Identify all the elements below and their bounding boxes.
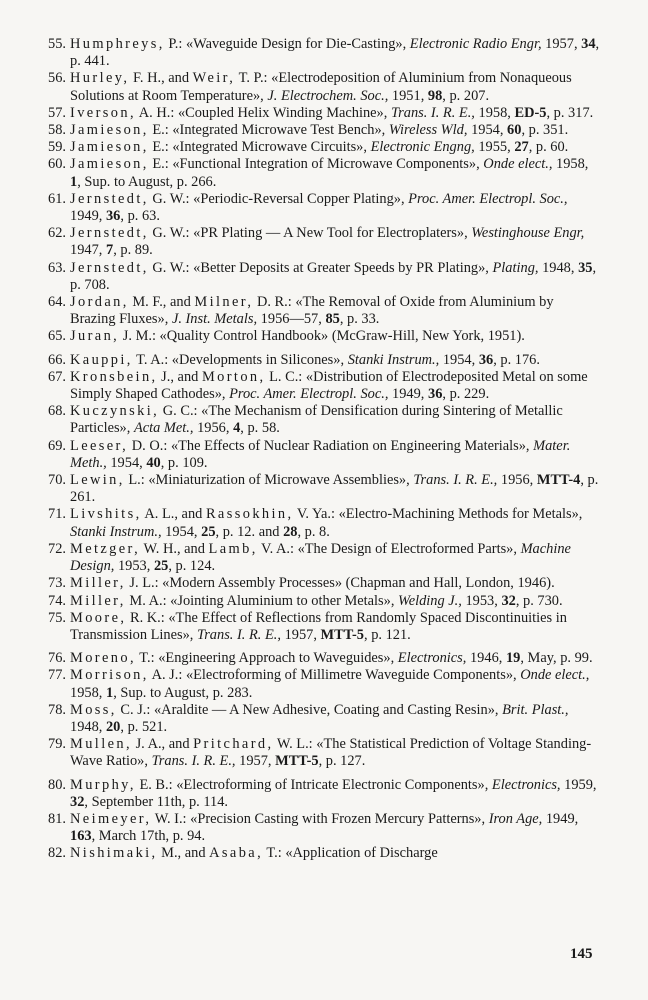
reference-entry [30, 506, 600, 540]
reference-text: W. L.: «The Statistical Prediction of Voltage Standing-Wave Ratio», [70, 736, 592, 770]
reference-text: 1958, [70, 684, 106, 701]
reference-text: G. W.: «Periodic-Reversal Copper Plating», [148, 190, 409, 207]
reference-text: , p. 8. [297, 523, 330, 540]
author-name: Jordan, [70, 294, 129, 311]
reference-text: 1959, [560, 776, 597, 793]
reference-text: 1947, [70, 242, 106, 259]
reference-entry [30, 610, 600, 644]
reference-text: 1949, [388, 386, 428, 403]
reference-entry [30, 156, 600, 190]
reference-number: 81. [48, 810, 66, 827]
author-name: Miller, [70, 592, 126, 609]
author-name: Miller, [70, 575, 126, 592]
reference-text: M. A.: «Jointing Aluminium to other Metals», [125, 592, 399, 609]
reference-text: G. W.: «PR Plating — A New Tool for Electroplaters», [148, 225, 472, 242]
reference-entry [30, 70, 600, 104]
journal-title: Electronic Engng, [370, 139, 475, 156]
author-name: Jernstedt, [70, 259, 149, 276]
reference-text: 1953, [461, 592, 502, 609]
reference-text: , March 17th, p. 94. [91, 828, 206, 845]
reference-entry [30, 541, 600, 575]
reference-number: 69. [48, 437, 66, 454]
reference-text: T.: «Application of Discharge [263, 845, 438, 862]
reference-text: G. C.: «The Mechanism of Densification during Sintering of Metallic Particles», [70, 403, 563, 437]
reference-number: 79. [48, 736, 66, 753]
author-name: Leeser, [70, 437, 129, 454]
reference-text: V. Ya.: «Electro-Machining Methods for Metals», [293, 506, 583, 523]
reference-text: P.: «Waveguide Design for Die-Casting», [164, 36, 410, 52]
author-name: Nishimaki, [70, 845, 158, 862]
volume-number: 60 [507, 122, 522, 139]
reference-number: 67. [48, 368, 66, 385]
reference-number: 70. [48, 472, 66, 489]
reference-text: 1954, [467, 122, 508, 139]
reference-number: 58. [48, 122, 66, 139]
journal-title: Electronics, [491, 776, 561, 793]
reference-list [30, 36, 600, 863]
author-name: Lewin, [70, 472, 125, 489]
reference-number: 62. [48, 225, 66, 242]
author-name: Jernstedt, [70, 225, 149, 242]
reference-entry [30, 122, 600, 139]
volume-number: 32 [501, 592, 516, 609]
reference-text: D. R.: «The Removal of Oxide from Aluminium by Brazing Fluxes», [70, 294, 554, 328]
journal-title: Machine Design, [70, 540, 571, 575]
reference-text: , p. 121. [364, 626, 411, 643]
journal-title: Welding J., [398, 592, 462, 609]
volume-number: 25 [153, 558, 169, 575]
author-name: Jernstedt, [70, 190, 149, 207]
reference-entry [30, 139, 600, 156]
author-name: Jamieson, [70, 139, 149, 156]
reference-text: 1956—57, [257, 311, 326, 328]
reference-text: J. M.: «Quality Control Handbook» (McGraw-Hill, New York, 1951). [119, 328, 525, 345]
reference-number: 63. [48, 259, 66, 276]
reference-text: , p. 441. [70, 36, 600, 70]
reference-text: W. I.: «Precision Casting with Frozen Mercury Patterns», [151, 810, 489, 827]
volume-number: MTT-5 [320, 626, 364, 643]
reference-text: 1949, [70, 208, 106, 225]
reference-text: T.: «Engineering Approach to Waveguides», [135, 650, 398, 667]
journal-title: Mater. Meth., [70, 437, 571, 471]
journal-title: Trans. I. R. E., [390, 104, 475, 121]
reference-number: 65. [48, 328, 66, 345]
author-name: Milner, [194, 294, 254, 311]
author-name: Kauppi, [70, 351, 133, 368]
volume-number: 32 [70, 793, 85, 810]
reference-text: D. O.: «The Effects of Nuclear Radiation on Engineering Materials», [128, 437, 534, 454]
volume-number: 98 [427, 87, 443, 104]
author-name: Livshits, [70, 506, 142, 523]
reference-text: 1946, [466, 650, 506, 667]
volume-number: MTT-4 [536, 472, 581, 489]
reference-text: , p. 521. [120, 718, 168, 735]
reference-text: , p. 109. [160, 454, 208, 471]
reference-text: A. L., and [141, 506, 206, 523]
author-name: Mullen, [70, 736, 132, 753]
author-name: Metzger, [70, 540, 141, 557]
reference-text: J. L.: «Modern Assembly Processes» (Chapman and Hall, London, 1946). [125, 575, 555, 592]
journal-title: Plating, [492, 259, 539, 276]
reference-text: 1954, [439, 351, 479, 368]
reference-number: 73. [48, 575, 66, 592]
author-name: Jamieson, [70, 156, 149, 173]
reference-text: , p. 127. [318, 753, 366, 770]
reference-entry [30, 191, 600, 225]
reference-text: , p. 33. [339, 311, 380, 328]
reference-entry [30, 736, 600, 770]
page-number: 145 [570, 946, 593, 962]
reference-text: W. H., and [140, 540, 209, 557]
reference-number: 59. [48, 139, 66, 156]
journal-title: Stanki Instrum., [70, 523, 162, 540]
reference-text: E. B.: «Electroforming of Intricate Electronic Components», [135, 776, 492, 793]
author-name: Kuczynski, [70, 403, 160, 420]
journal-title: Trans. I. R. E., [197, 626, 281, 643]
reference-text: V. A.: «The Design of Electroformed Parts», [257, 540, 521, 557]
volume-number: ED-5 [514, 104, 547, 121]
volume-number: 1 [105, 684, 114, 701]
author-name: Moss, [70, 701, 117, 718]
reference-text: 1957, [541, 36, 582, 52]
volume-number: 85 [325, 311, 340, 328]
reference-text: , May, p. 99. [520, 650, 593, 667]
reference-number: 76. [48, 650, 66, 667]
author-name: Iverson, [70, 104, 136, 121]
reference-entry [30, 438, 600, 472]
reference-number: 78. [48, 701, 66, 718]
reference-text: A. H.: «Coupled Helix Winding Machine», [135, 104, 391, 121]
reference-text: E.: «Integrated Microwave Circuits», [148, 139, 371, 156]
reference-text: L. C.: «Distribution of Electrodeposited Metal on some Simply Shaped Cathodes», [70, 368, 588, 403]
reference-entry [30, 403, 600, 437]
reference-text: , p. 317. [546, 104, 594, 121]
journal-title: Onde elect., [483, 156, 553, 173]
reference-number: 68. [48, 403, 66, 420]
volume-number: 36 [428, 386, 443, 403]
author-name: Weir, [192, 70, 236, 87]
reference-text: M., and [157, 845, 210, 862]
reference-text: 1958, [552, 156, 589, 173]
journal-title: Acta Met., [133, 420, 194, 437]
reference-text: R. K.: «The Effect of Reflections from Randomly Spaced Discontinuities in Transmission Lines», [70, 609, 567, 643]
journal-title: Trans. I. R. E., [151, 753, 236, 770]
author-name: Morrison, [70, 667, 149, 684]
journal-title: Onde elect., [520, 667, 590, 684]
reference-text: 1954, [106, 454, 147, 471]
reference-entry [30, 369, 600, 403]
reference-text: J. A., and [131, 736, 194, 753]
reference-text: , September 11th, p. 114. [84, 793, 229, 810]
reference-text: 1956, [497, 472, 537, 489]
reference-text: , p. 58. [240, 420, 280, 437]
reference-text: , p. 63. [120, 208, 160, 225]
reference-number: 72. [48, 540, 66, 557]
reference-entry [30, 294, 600, 328]
author-name: Hurley, [70, 70, 130, 87]
volume-number: 25 [201, 523, 216, 540]
reference-text: 1955, [474, 139, 515, 156]
reference-text: 1957, [280, 626, 321, 643]
journal-title: Stanki Instrum., [347, 351, 440, 368]
author-name: Morton, [201, 368, 266, 385]
reference-text: 1956, [193, 420, 234, 437]
reference-text: 1948, [538, 259, 579, 276]
reference-text: E.: «Integrated Microwave Test Bench», [148, 122, 389, 139]
journal-title: Proc. Amer. Electropl. Soc., [229, 386, 389, 403]
reference-entry [30, 667, 600, 701]
volume-number: MTT-5 [275, 753, 319, 770]
volume-number: 7 [105, 242, 114, 259]
reference-entry [30, 328, 600, 345]
volume-number: 27 [514, 139, 529, 156]
reference-entry [30, 845, 600, 862]
reference-entry [30, 811, 600, 845]
reference-text: , p. 124. [168, 558, 216, 575]
journal-title: Westinghouse Engr, [471, 225, 585, 242]
reference-text: M. F., and [128, 294, 195, 311]
reference-text: 1948, [70, 718, 106, 735]
reference-text: , p. 730. [515, 592, 563, 609]
reference-entry [30, 777, 600, 811]
reference-text: F. H., and [129, 70, 193, 87]
reference-entry [30, 650, 600, 667]
reference-text: , Sup. to August, p. 283. [113, 684, 253, 701]
reference-entry [30, 472, 600, 506]
author-name: Asaba, [209, 845, 264, 862]
reference-number: 60. [48, 156, 66, 173]
reference-text: 1949, [542, 810, 579, 827]
reference-text: 1954, [161, 523, 202, 540]
author-name: Humphreys, [70, 36, 165, 52]
reference-entry [30, 702, 600, 736]
author-name: Murphy, [70, 776, 136, 793]
author-name: Moore, [70, 609, 127, 626]
author-name: Neimeyer, [70, 810, 152, 827]
reference-entry [30, 593, 600, 610]
author-name: Rassokhin, [205, 506, 294, 523]
reference-number: 55. [48, 36, 66, 52]
volume-number: 35 [578, 259, 593, 276]
reference-text: 1953, [114, 558, 154, 575]
reference-number: 56. [48, 70, 66, 87]
reference-text: L.: «Miniaturization of Microwave Assemblies», [124, 472, 414, 489]
author-name: Pritchard, [193, 736, 274, 753]
reference-number: 71. [48, 506, 66, 523]
reference-text: , p. 261. [70, 472, 599, 506]
author-name: Kronsbein, [70, 368, 158, 385]
reference-number: 75. [48, 609, 66, 626]
journal-title: Wireless Wld, [388, 122, 468, 139]
reference-number: 66. [48, 351, 66, 368]
reference-text: , p. 12. and [215, 523, 284, 540]
reference-text: T. P.: «Electrodeposition of Aluminium from Nonaqueous Solutions at Room Temperature», [70, 70, 572, 104]
author-name: Lamb, [208, 540, 258, 557]
volume-number: 163 [70, 828, 92, 845]
volume-number: 36 [105, 208, 121, 225]
reference-text: 1951, [388, 87, 428, 104]
reference-text: , p. 229. [442, 386, 490, 403]
author-name: Moreno, [70, 650, 136, 667]
reference-entry [30, 260, 600, 294]
reference-text: G. W.: «Better Deposits at Greater Speeds by PR Plating», [148, 259, 493, 276]
journal-title: Proc. Amer. Electropl. Soc., [408, 190, 568, 207]
reference-text: , p. 60. [528, 139, 569, 156]
reference-number: 61. [48, 190, 66, 207]
reference-text: T. A.: «Developments in Silicones», [132, 351, 348, 368]
journal-title: J. Electrochem. Soc., [267, 87, 389, 104]
reference-text: E.: «Functional Integration of Microwave Components», [148, 156, 484, 173]
reference-number: 80. [48, 776, 66, 793]
journal-title: Electronics, [397, 650, 467, 667]
journal-title: Trans. I. R. E., [413, 472, 498, 489]
reference-text: 1958, [474, 104, 515, 121]
reference-entry [30, 225, 600, 259]
reference-text: , p. 176. [493, 351, 540, 368]
reference-text: , p. 351. [521, 122, 569, 139]
author-name: Jamieson, [70, 122, 149, 139]
journal-title: Brit. Plast., [502, 701, 569, 718]
journal-title: Iron Age, [488, 810, 543, 827]
reference-entry [30, 352, 600, 369]
author-name: Juran, [70, 328, 120, 345]
reference-entry [30, 575, 600, 592]
reference-number: 74. [48, 592, 66, 609]
volume-number: 36 [478, 351, 494, 368]
volume-number: 40 [146, 454, 161, 471]
reference-text: C. J.: «Araldite — A New Adhesive, Coating and Casting Resin», [116, 701, 503, 718]
volume-number: 1 [70, 173, 78, 190]
journal-title: Electronic Radio Engr, [409, 36, 542, 52]
reference-text: J., and [157, 368, 202, 385]
volume-number: 19 [505, 650, 521, 667]
reference-text: 1957, [235, 753, 276, 770]
reference-text: , p. 207. [442, 87, 490, 104]
reference-number: 64. [48, 294, 66, 311]
reference-entry [30, 105, 600, 122]
volume-number: 34 [581, 36, 596, 52]
reference-number: 77. [48, 667, 66, 684]
volume-number: 28 [283, 523, 298, 540]
volume-number: 4 [233, 420, 241, 437]
journal-title: J. Inst. Metals, [171, 311, 258, 328]
reference-entry [30, 36, 600, 70]
reference-text: , p. 89. [113, 242, 153, 259]
reference-number: 82. [48, 845, 66, 862]
volume-number: 20 [105, 718, 121, 735]
reference-number: 57. [48, 104, 66, 121]
reference-text: , p. 708. [70, 259, 597, 293]
reference-text: A. J.: «Electroforming of Millimetre Waveguide Components», [148, 667, 521, 684]
reference-text: , Sup. to August, p. 266. [77, 173, 217, 190]
